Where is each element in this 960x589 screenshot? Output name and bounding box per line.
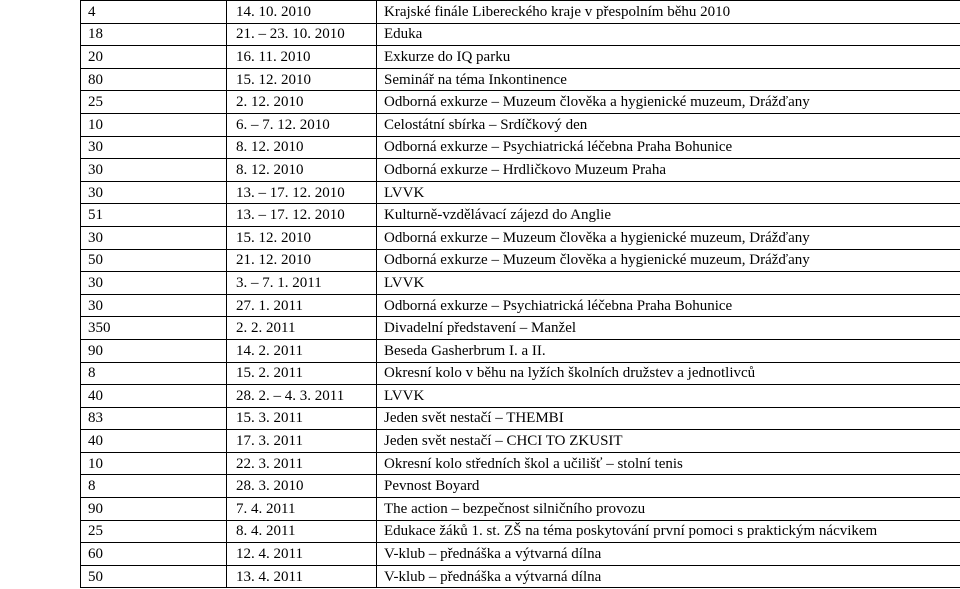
table-row [81, 339, 960, 362]
participant-count-cell: 10 [81, 113, 227, 136]
event-name-cell: Odborná exkurze – Muzeum člověka a hygienické muzeum, Drážďany [377, 226, 960, 249]
event-date-cell: 14. 10. 2010 [227, 1, 377, 24]
event-date-cell: 28. 2. – 4. 3. 2011 [227, 385, 377, 408]
table-row [81, 136, 960, 159]
table-row [81, 362, 960, 385]
table-row [81, 91, 960, 114]
participant-count-cell: 30 [81, 226, 227, 249]
event-date-cell: 8. 12. 2010 [227, 159, 377, 182]
event-date-cell: 15. 12. 2010 [227, 68, 377, 91]
participant-count-cell: 80 [81, 68, 227, 91]
event-name-cell: Okresní kolo středních škol a učilišť – stolní tenis [377, 452, 960, 475]
table-row [81, 226, 960, 249]
participant-count-cell: 20 [81, 46, 227, 69]
participant-count-cell: 25 [81, 91, 227, 114]
participant-count-cell: 50 [81, 249, 227, 272]
event-date-cell: 12. 4. 2011 [227, 543, 377, 566]
event-name-cell: Odborná exkurze – Hrdličkovo Muzeum Praha [377, 159, 960, 182]
event-date-cell: 14. 2. 2011 [227, 339, 377, 362]
table-row [81, 498, 960, 521]
event-date-cell: 16. 11. 2010 [227, 46, 377, 69]
participant-count-cell: 4 [81, 1, 227, 24]
participant-count-cell: 51 [81, 204, 227, 227]
participant-count-cell: 30 [81, 272, 227, 295]
participant-count-cell: 30 [81, 181, 227, 204]
event-name-cell: Jeden svět nestačí – CHCI TO ZKUSIT [377, 430, 960, 453]
event-date-cell: 21. – 23. 10. 2010 [227, 23, 377, 46]
table-row [81, 68, 960, 91]
event-date-cell: 13. 4. 2011 [227, 565, 377, 588]
event-name-cell: Odborná exkurze – Psychiatrická léčebna Praha Bohunice [377, 136, 960, 159]
table-row [81, 520, 960, 543]
table-row [81, 159, 960, 182]
event-name-cell: Eduka [377, 23, 960, 46]
event-date-cell: 2. 2. 2011 [227, 317, 377, 340]
event-name-cell: Odborná exkurze – Psychiatrická léčebna Praha Bohunice [377, 294, 960, 317]
event-date-cell: 28. 3. 2010 [227, 475, 377, 498]
participant-count-cell: 90 [81, 339, 227, 362]
event-name-cell: Edukace žáků 1. st. ZŠ na téma poskytování první pomoci s praktickým nácvikem [377, 520, 960, 543]
table-row [81, 23, 960, 46]
participant-count-cell: 60 [81, 543, 227, 566]
table-row [81, 113, 960, 136]
events-table [80, 0, 960, 588]
participant-count-cell: 18 [81, 23, 227, 46]
participant-count-cell: 50 [81, 565, 227, 588]
event-name-cell: Odborná exkurze – Muzeum člověka a hygienické muzeum, Drážďany [377, 249, 960, 272]
table-row [81, 475, 960, 498]
event-name-cell: Okresní kolo v běhu na lyžích školních družstev a jednotlivců [377, 362, 960, 385]
event-date-cell: 27. 1. 2011 [227, 294, 377, 317]
participant-count-cell: 8 [81, 475, 227, 498]
event-name-cell: Kulturně-vzdělávací zájezd do Anglie [377, 204, 960, 227]
participant-count-cell: 10 [81, 452, 227, 475]
participant-count-cell: 30 [81, 136, 227, 159]
events-table-body [81, 1, 960, 588]
table-row [81, 272, 960, 295]
event-name-cell: V-klub – přednáška a výtvarná dílna [377, 543, 960, 566]
event-date-cell: 2. 12. 2010 [227, 91, 377, 114]
event-name-cell: Odborná exkurze – Muzeum člověka a hygienické muzeum, Drážďany [377, 91, 960, 114]
table-row [81, 46, 960, 69]
event-date-cell: 6. – 7. 12. 2010 [227, 113, 377, 136]
event-date-cell: 15. 3. 2011 [227, 407, 377, 430]
table-row [81, 565, 960, 588]
table-row [81, 407, 960, 430]
event-name-cell: The action – bezpečnost silničního provozu [377, 498, 960, 521]
event-date-cell: 8. 12. 2010 [227, 136, 377, 159]
table-row [81, 249, 960, 272]
event-name-cell: LVVK [377, 181, 960, 204]
event-name-cell: Pevnost Boyard [377, 475, 960, 498]
table-row [81, 317, 960, 340]
event-date-cell: 3. – 7. 1. 2011 [227, 272, 377, 295]
event-name-cell: Divadelní představení – Manžel [377, 317, 960, 340]
participant-count-cell: 83 [81, 407, 227, 430]
participant-count-cell: 25 [81, 520, 227, 543]
event-name-cell: V-klub – přednáška a výtvarná dílna [377, 565, 960, 588]
event-name-cell: LVVK [377, 385, 960, 408]
participant-count-cell: 350 [81, 317, 227, 340]
table-row [81, 1, 960, 24]
table-row [81, 385, 960, 408]
table-row [81, 294, 960, 317]
table-row [81, 181, 960, 204]
event-date-cell: 22. 3. 2011 [227, 452, 377, 475]
table-row [81, 452, 960, 475]
table-row [81, 204, 960, 227]
event-date-cell: 13. – 17. 12. 2010 [227, 204, 377, 227]
event-date-cell: 7. 4. 2011 [227, 498, 377, 521]
event-name-cell: Beseda Gasherbrum I. a II. [377, 339, 960, 362]
participant-count-cell: 40 [81, 430, 227, 453]
event-name-cell: Jeden svět nestačí – THEMBI [377, 407, 960, 430]
event-date-cell: 8. 4. 2011 [227, 520, 377, 543]
event-name-cell: Seminář na téma Inkontinence [377, 68, 960, 91]
table-row [81, 543, 960, 566]
event-date-cell: 13. – 17. 12. 2010 [227, 181, 377, 204]
event-name-cell: LVVK [377, 272, 960, 295]
event-name-cell: Celostátní sbírka – Srdíčkový den [377, 113, 960, 136]
event-date-cell: 21. 12. 2010 [227, 249, 377, 272]
participant-count-cell: 8 [81, 362, 227, 385]
participant-count-cell: 30 [81, 159, 227, 182]
event-name-cell: Exkurze do IQ parku [377, 46, 960, 69]
event-date-cell: 17. 3. 2011 [227, 430, 377, 453]
event-date-cell: 15. 12. 2010 [227, 226, 377, 249]
table-row [81, 430, 960, 453]
participant-count-cell: 90 [81, 498, 227, 521]
participant-count-cell: 30 [81, 294, 227, 317]
event-name-cell: Krajské finále Libereckého kraje v přespolním běhu 2010 [377, 1, 960, 24]
event-date-cell: 15. 2. 2011 [227, 362, 377, 385]
participant-count-cell: 40 [81, 385, 227, 408]
